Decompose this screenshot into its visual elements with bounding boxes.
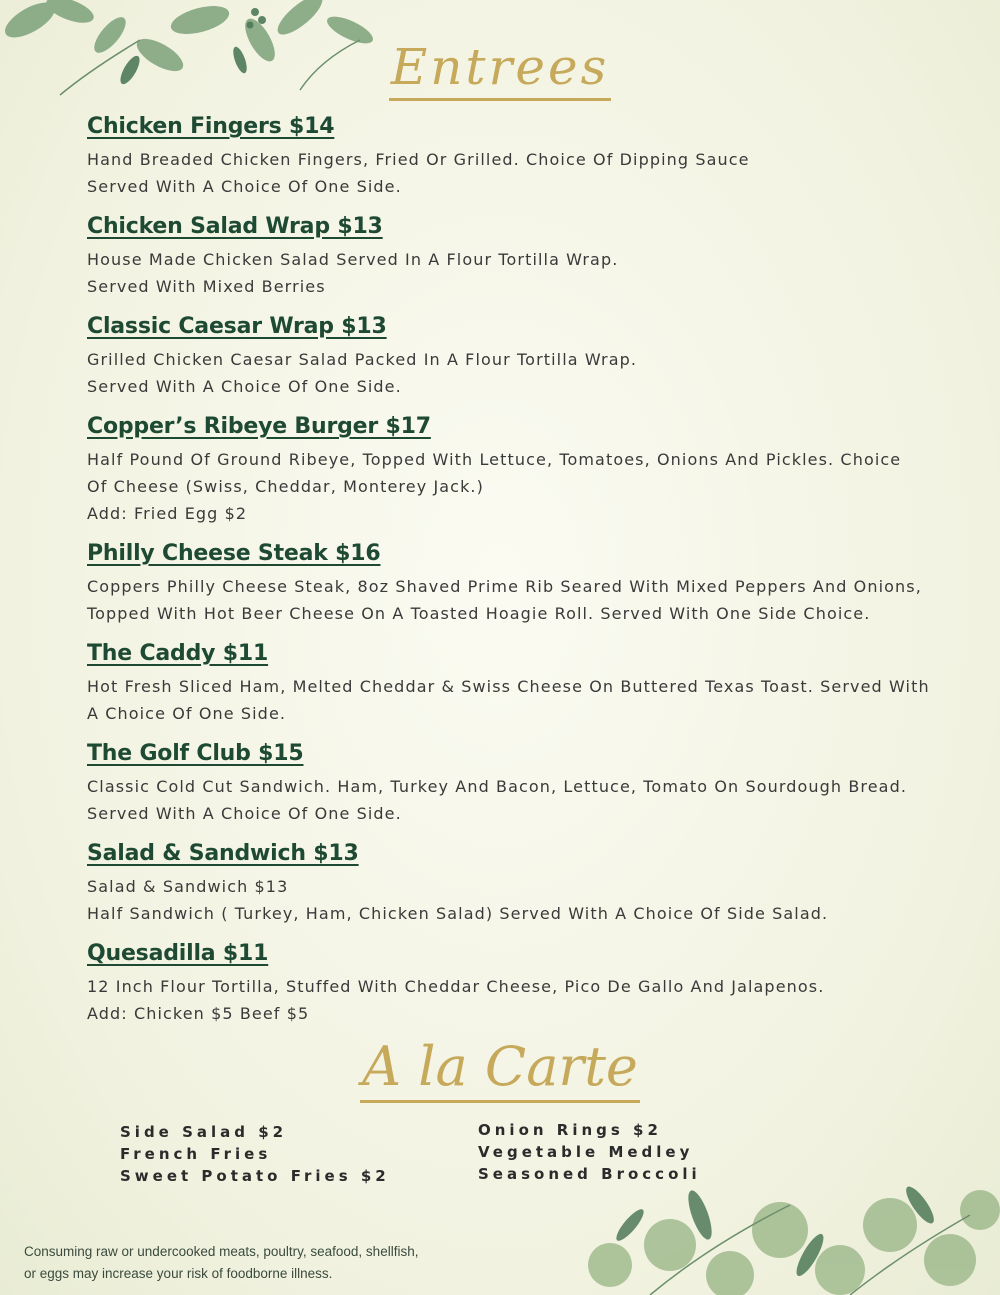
menu-item-name: Classic Caesar Wrap $13 — [87, 314, 387, 339]
menu-item-name: Salad & Sandwich $13 — [87, 841, 359, 866]
menu-item — [87, 936, 967, 1027]
menu-item — [87, 409, 967, 527]
menu-item — [87, 636, 967, 727]
description-line: Coppers Philly Cheese Steak, 8oz Shaved Prime Rib Seared With Mixed Peppers And Onions, — [87, 577, 922, 596]
menu-item-description — [87, 246, 967, 300]
menu-item-description — [87, 773, 967, 827]
menu-item — [87, 209, 967, 300]
disclaimer-line: Consuming raw or undercooked meats, poultry, seafood, shellfish, — [24, 1244, 419, 1259]
menu-item — [87, 836, 967, 927]
menu-item-description — [87, 446, 967, 527]
alacarte-item: French Fries — [120, 1145, 272, 1163]
alacarte-heading-text: A la Carte — [360, 1035, 640, 1103]
menu-item-name: Quesadilla $11 — [87, 941, 269, 966]
alacarte-item: Side Salad $2 — [120, 1123, 288, 1141]
menu-item-name: The Caddy $11 — [87, 641, 269, 666]
alacarte-item: Vegetable Medley — [478, 1143, 694, 1161]
description-line: Add: Chicken $5 Beef $5 — [87, 1004, 310, 1023]
foodborne-illness-disclaimer — [24, 1241, 418, 1285]
description-line: A Choice Of One Side. — [87, 704, 287, 723]
description-line: Hot Fresh Sliced Ham, Melted Cheddar & Swiss Cheese On Buttered Texas Toast. Served With — [87, 677, 930, 696]
entrees-heading-text: Entrees — [389, 38, 612, 101]
description-line: Of Cheese (Swiss, Cheddar, Monterey Jack.) — [87, 477, 484, 496]
menu-item-description — [87, 573, 967, 627]
menu-item-name: Chicken Salad Wrap $13 — [87, 214, 383, 239]
description-line: Served With A Choice Of One Side. — [87, 804, 402, 823]
menu-item-name: The Golf Club $15 — [87, 741, 304, 766]
menu-item — [87, 736, 967, 827]
description-line: Served With Mixed Berries — [87, 277, 326, 296]
description-line: 12 Inch Flour Tortilla, Stuffed With Cheddar Cheese, Pico De Gallo And Jalapenos. — [87, 977, 825, 996]
description-line: Classic Cold Cut Sandwich. Ham, Turkey And Bacon, Lettuce, Tomato On Sourdough Bread. — [87, 777, 908, 796]
description-line: Half Sandwich ( Turkey, Ham, Chicken Salad) Served With A Choice Of Side Salad. — [87, 904, 829, 923]
description-line: Add: Fried Egg $2 — [87, 504, 248, 523]
description-line: House Made Chicken Salad Served In A Flour Tortilla Wrap. — [87, 250, 619, 269]
description-line: Topped With Hot Beer Cheese On A Toasted Hoagie Roll. Served With One Side Choice. — [87, 604, 871, 623]
foliage-decoration-bottom — [550, 1185, 1000, 1295]
menu-item-description — [87, 873, 967, 927]
description-line: Served With A Choice Of One Side. — [87, 377, 402, 396]
menu-item — [87, 309, 967, 400]
entrees-list — [87, 109, 967, 1036]
menu-item-description — [87, 146, 967, 200]
alacarte-item: Sweet Potato Fries $2 — [120, 1167, 390, 1185]
menu-item-description — [87, 673, 967, 727]
entrees-heading — [0, 38, 1000, 96]
description-line: Salad & Sandwich $13 — [87, 877, 289, 896]
alacarte-list-right — [478, 1119, 701, 1185]
description-line: Grilled Chicken Caesar Salad Packed In A Flour Tortilla Wrap. — [87, 350, 638, 369]
menu-item-description — [87, 346, 967, 400]
menu-item-description — [87, 973, 967, 1027]
disclaimer-line: or eggs may increase your risk of foodborne illness. — [24, 1266, 333, 1281]
description-line: Hand Breaded Chicken Fingers, Fried Or Grilled. Choice Of Dipping Sauce — [87, 150, 750, 169]
alacarte-list-left — [120, 1121, 390, 1187]
menu-item — [87, 109, 967, 200]
menu-item-name: Chicken Fingers $14 — [87, 114, 335, 139]
alacarte-heading — [0, 1035, 1000, 1098]
menu-item-name: Philly Cheese Steak $16 — [87, 541, 381, 566]
menu-item — [87, 536, 967, 627]
menu-item-name: Copper’s Ribeye Burger $17 — [87, 414, 431, 439]
alacarte-item: Seasoned Broccoli — [478, 1165, 701, 1183]
description-line: Half Pound Of Ground Ribeye, Topped With Lettuce, Tomatoes, Onions And Pickles. Choice — [87, 450, 902, 469]
alacarte-item: Onion Rings $2 — [478, 1121, 662, 1139]
description-line: Served With A Choice Of One Side. — [87, 177, 402, 196]
